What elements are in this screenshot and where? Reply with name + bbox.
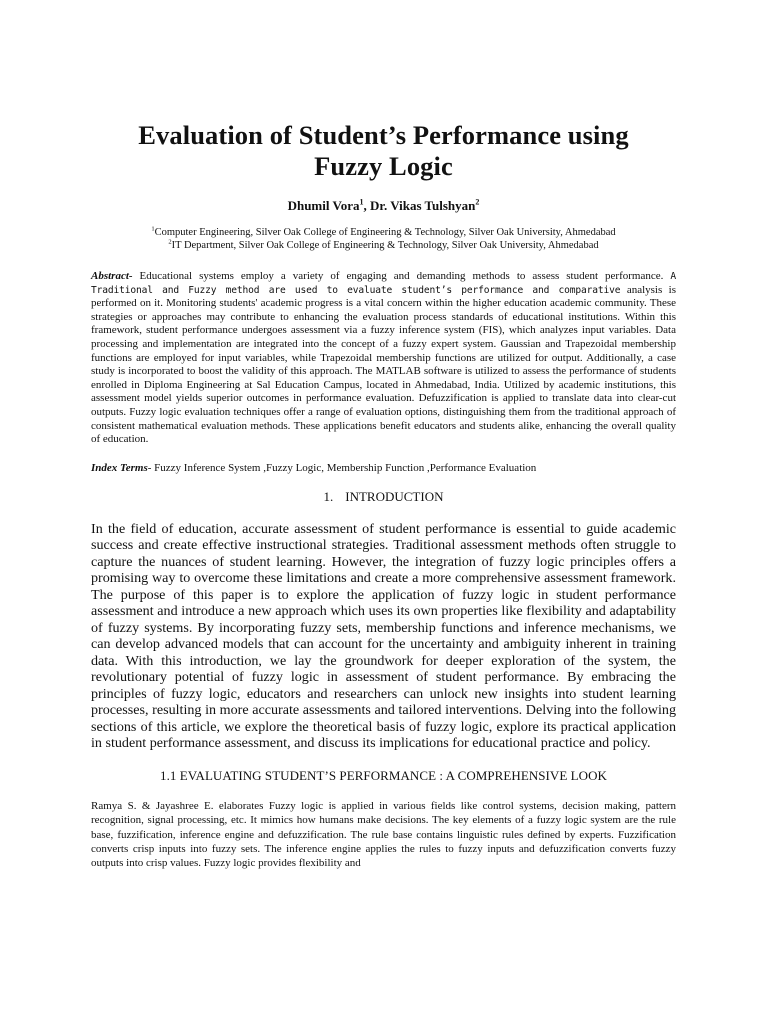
- index-terms-label: Index Terms: [91, 461, 148, 474]
- affiliation-2-mark: 2: [168, 238, 172, 245]
- index-terms: [91, 461, 676, 475]
- affiliations: [91, 227, 676, 252]
- affiliation-2-text: IT Department, Silver Oak College of Engineering & Technology, Silver Oak University, Ahmedabad: [171, 239, 599, 251]
- affiliation-1: [91, 227, 676, 240]
- affiliation-1-mark: 1: [151, 225, 155, 233]
- abstract: [91, 270, 676, 447]
- author-2-name: Dr. Vikas Tulshyan: [370, 198, 476, 213]
- affiliation-1-text: Computer Engineering, Silver Oak College of Engineering & Technology, Silver Oak University, Ahmedabad: [154, 227, 616, 238]
- paper-page: [91, 0, 676, 871]
- section-1-heading: [91, 489, 676, 505]
- index-terms-text: - Fuzzy Inference System ,Fuzzy Logic, Membership Function ,Performance Evaluation: [147, 461, 537, 474]
- section-1-1-paragraph: Ramya S. & Jayashree E. elaborates Fuzzy logic is applied in various fields like control systems, decision making, pattern recognition, signal processing, etc. It mimics how humans make decisions. The key elements of a fuzzy logic system are the rule base, fuzzification, inference engine and defuzzification. The rule base contains linguistic rules defined by experts. Fuzzification converts crisp inputs into fuzzy sets. The inference engine applies the rules to fuzzy inputs and defuzzification converts fuzzy outputs into crisp values. Fuzzy logic provides flexibility and: [91, 799, 676, 870]
- author-1-name: Dhumil Vora: [287, 198, 360, 213]
- abstract-text-3: analysis is performed on it. Monitoring students' academic progress is a vital concern within the higher education academic community. These strategies or approaches may contribute to enhancing the evaluation process standards of educational institutions. Within this framework, student performance undergoes assessment via a fuzzy inference system (FIS), which analyzes input variables. Data processing and implementation are integrated into the concept of a fuzzy expert system. Gaussian and Trapezoidal membership functions are employed for input variables, while Trapezoidal membership functions are utilized for output. Additionally, a case study is incorporated to boost the validity of this approach. The MATLAB software is utilized to assess the performance of students enrolled in Diploma Engineering at Sal Education Campus, located in Ahmedabad, India. Utilized by academic institutions, this assessment model yields superior outcomes in performance evaluation. Defuzzification is applied to translate data into clear-cut outputs. Fuzzy logic evaluation techniques offer a range of evaluation options, distinguishing them from the traditional approach of consistent mathematical evaluation methods. These applications benefit educators and students alike, enhancing the overall quality of education.: [91, 283, 676, 446]
- author-separator: ,: [363, 198, 370, 213]
- paper-title: [91, 120, 676, 182]
- author-1-affil-mark: 1: [359, 197, 364, 207]
- abstract-text-1: Educational systems employ a variety of engaging and demanding methods to assess student performance.: [132, 270, 671, 282]
- section-1-number: 1.: [323, 488, 334, 504]
- abstract-label: Abstract-: [91, 270, 133, 282]
- section-1-1-heading: 1.1 EVALUATING STUDENT’S PERFORMANCE : A COMPREHENSIVE LOOK: [160, 767, 607, 783]
- section-1-title: INTRODUCTION: [345, 488, 444, 504]
- introduction-paragraph: In the field of education, accurate assessment of student performance is essential to guide academic success and create effective instructional strategies. Traditional assessment methods often struggle to capture the nuances of student learning. However, the integration of fuzzy logic principles offers a promising way to overcome these limitations and create a more comprehensive assessment framework. The purpose of this paper is to explore the application of fuzzy logic in student performance assessment and introduce a new approach which uses its own properties like flexibility and adaptability of fuzzy systems. By incorporating fuzzy sets, membership functions and inference mechanisms, we can develop advanced models that can account for the uncertainty and ambiguity inherent in training data. With this introduction, we lay the groundwork for deeper exploration of the system, the revolutionary potential of fuzzy logic in assessment of student performance. By embracing the principles of fuzzy logic, educators and researchers can unlock new insights into student learning processes, resulting in more accurate assessments and tailored interventions. Delving into the following sections of this article, we explore the theoretical basis of fuzzy logic, explore its practical application in student performance assessment, and discuss its implications for educational practice and policy.: [91, 520, 676, 752]
- author-list: [91, 198, 676, 214]
- abstract-text-2: A Traditional and Fuzzy method are used to evaluate student’s performance and comparative: [91, 271, 676, 296]
- title-line-1: Evaluation of Student’s Performance using: [138, 120, 629, 150]
- author-2-affil-mark: 2: [475, 197, 480, 207]
- title-line-2: Fuzzy Logic: [314, 151, 453, 181]
- affiliation-2: [91, 240, 676, 253]
